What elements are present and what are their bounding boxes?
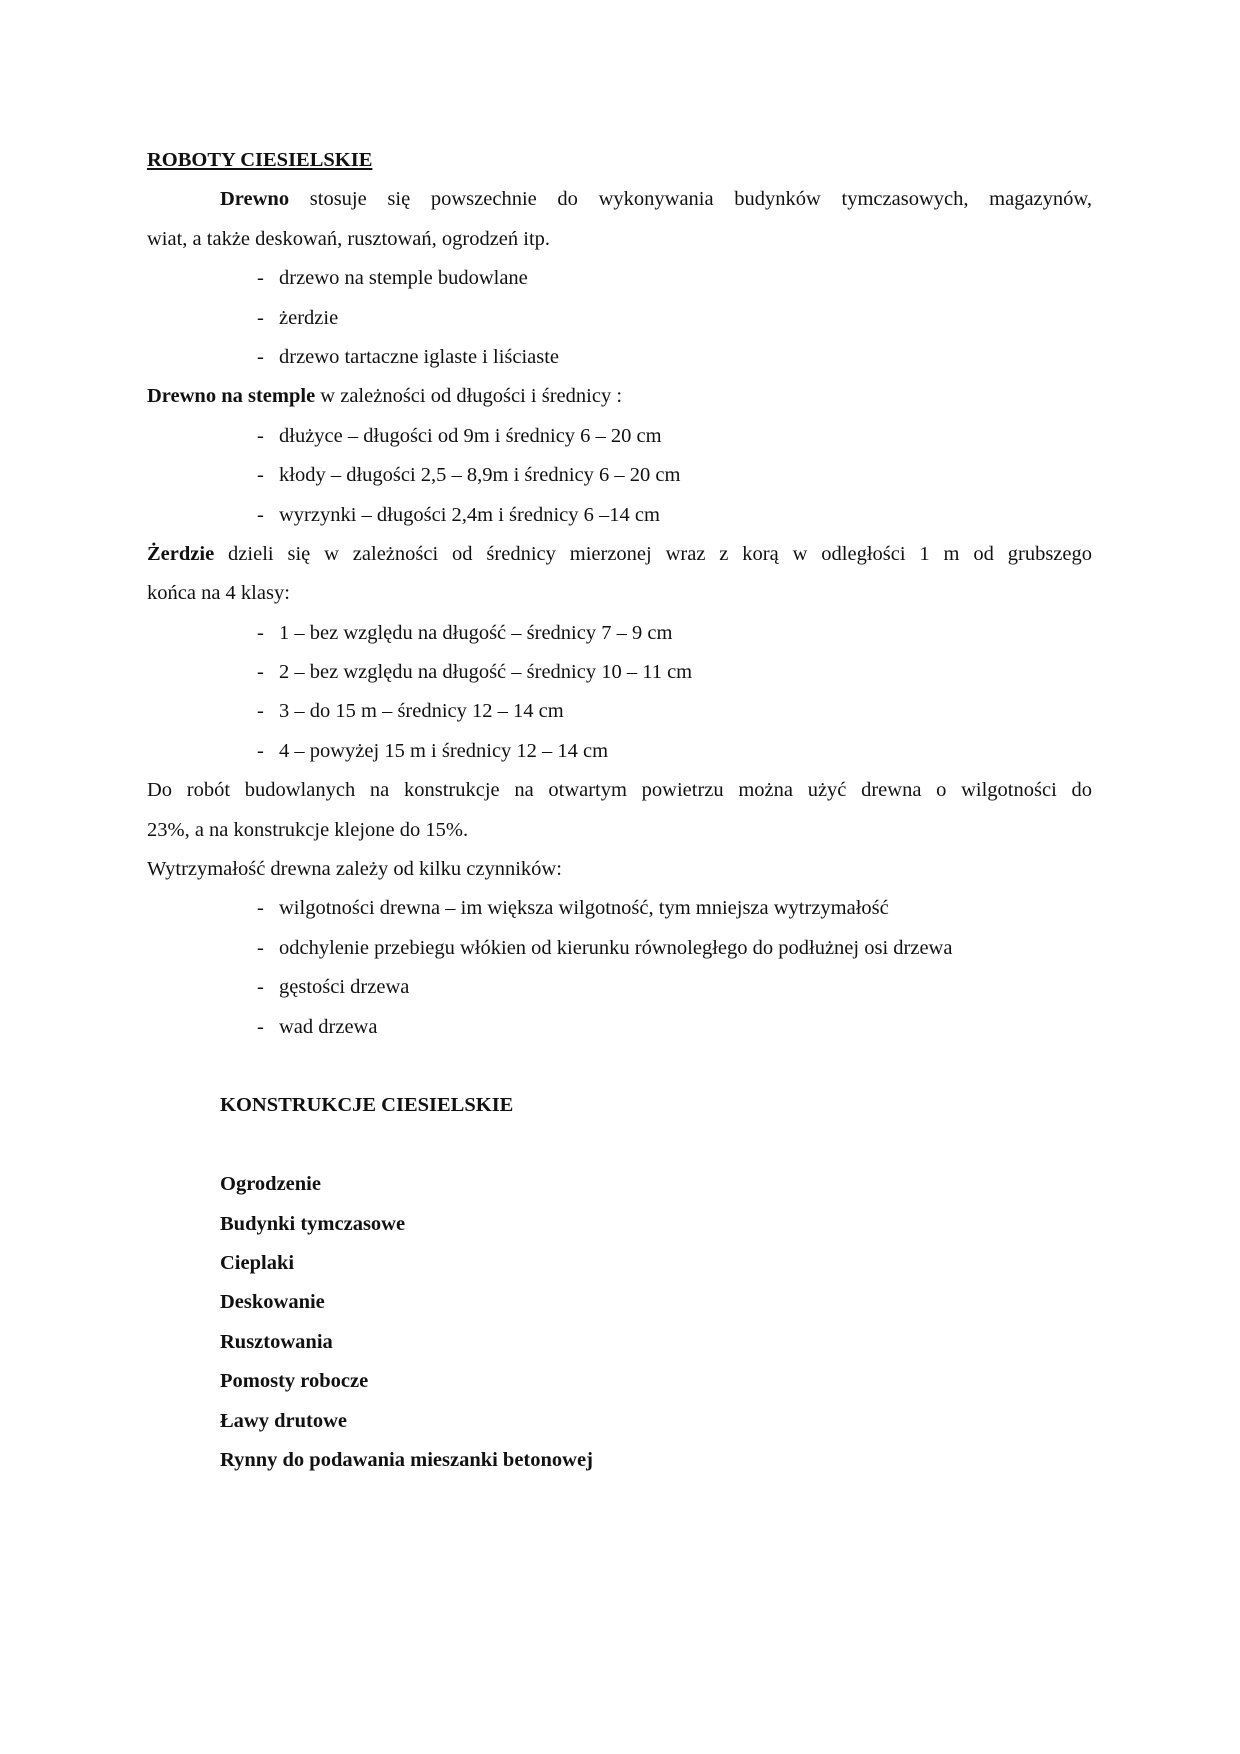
bullet-dash: - <box>257 700 264 723</box>
bullet-dash: - <box>257 1015 264 1038</box>
list-item <box>147 259 1092 298</box>
list-item-text: wad drzewa <box>279 1015 378 1038</box>
zerdzie-text: dzieli się w zależności od średnicy mierzonej wraz z korą w odległości 1 m od grubszego <box>214 542 1092 565</box>
intro-text: stosuje się powszechnie do wykonywania budynków tymczasowych, magazynów, <box>289 188 1092 211</box>
bullet-dash: - <box>257 739 264 762</box>
bullet-dash: - <box>257 503 264 526</box>
list-item-text: dłużyce – długości od 9m i średnicy 6 – 20 cm <box>279 424 662 447</box>
bullet-dash: - <box>257 464 264 487</box>
list-item <box>147 496 1092 535</box>
list-item-text: 4 – powyżej 15 m i średnicy 12 – 14 cm <box>279 739 609 762</box>
moisture-line-2: 23%, a na konstrukcje klejone do 15%. <box>147 818 469 841</box>
section-title: ROBOTY CIESIELSKIE <box>147 149 373 171</box>
section2-title: KONSTRUKCJE CIESIELSKIE <box>220 1094 514 1117</box>
list-item <box>147 338 1092 377</box>
list-item-text: 1 – bez względu na długość – średnicy 7 – 9 cm <box>279 621 673 644</box>
strength-text: Wytrzymałość drewna zależy od kilku czynników: <box>147 858 562 881</box>
bullet-dash: - <box>257 621 264 644</box>
list-item <box>147 653 1092 692</box>
construction-item: Rusztowania <box>220 1330 333 1353</box>
list-item <box>147 889 1092 928</box>
construction-item: Ławy drutowe <box>220 1409 347 1432</box>
stemple-bold: Drewno na stemple <box>147 385 316 408</box>
bullet-dash: - <box>257 897 264 920</box>
stemple-heading <box>147 377 1092 416</box>
list-item <box>147 929 1092 968</box>
list-item-text: drzewo tartaczne iglaste i liściaste <box>279 345 560 368</box>
list-item-text: 3 – do 15 m – średnicy 12 – 14 cm <box>279 700 564 723</box>
stemple-text: w zależności od długości i średnicy : <box>315 385 623 408</box>
construction-item: Deskowanie <box>220 1291 325 1314</box>
list-item-text: wyrzynki – długości 2,4m i średnicy 6 –14 cm <box>279 503 660 526</box>
zerdzie-line-1 <box>147 535 1092 574</box>
zerdzie-bold: Żerdzie <box>147 542 215 565</box>
construction-item: Budynki tymczasowe <box>220 1212 406 1235</box>
list-item <box>147 614 1092 653</box>
list-item <box>147 1008 1092 1047</box>
bullet-dash: - <box>257 267 264 290</box>
document-content <box>147 141 1092 1480</box>
intro-line-1 <box>147 180 1092 219</box>
list-item-text: kłody – długości 2,5 – 8,9m i średnicy 6 – 20 cm <box>279 464 681 487</box>
list-item <box>147 299 1092 338</box>
construction-item: Ogrodzenie <box>220 1173 321 1196</box>
list-item-text: drzewo na stemple budowlane <box>279 267 528 290</box>
list-item <box>147 456 1092 495</box>
bullet-dash: - <box>257 661 264 684</box>
list-item <box>147 732 1092 771</box>
list-item <box>147 692 1092 731</box>
bullet-dash: - <box>257 976 264 999</box>
intro-line-2: wiat, a także deskowań, rusztowań, ogrodzeń itp. <box>147 227 551 250</box>
construction-item: Cieplaki <box>220 1251 295 1274</box>
list-item-text: żerdzie <box>279 306 339 329</box>
bullet-dash: - <box>257 345 264 368</box>
construction-item: Rynny do podawania mieszanki betonowej <box>220 1448 593 1471</box>
bullet-dash: - <box>257 424 264 447</box>
list-item <box>147 417 1092 456</box>
list-item-text: odchylenie przebiegu włókien od kierunku równoległego do podłużnej osi drzewa <box>279 936 953 959</box>
list-item-text: gęstości drzewa <box>279 976 410 999</box>
intro-bold: Drewno <box>220 188 290 211</box>
list-item <box>147 968 1092 1007</box>
spacer <box>147 1126 1092 1165</box>
list-item-text: 2 – bez względu na długość – średnicy 10 – 11 cm <box>279 661 693 684</box>
moisture-line-1: Do robót budowlanych na konstrukcje na otwartym powietrzu można użyć drewna o wilgotności do <box>147 779 1092 802</box>
bullet-dash: - <box>257 936 264 959</box>
construction-item: Pomosty robocze <box>220 1370 369 1393</box>
zerdzie-line-2: końca na 4 klasy: <box>147 582 290 605</box>
spacer <box>147 1047 1092 1086</box>
bullet-dash: - <box>257 306 264 329</box>
list-item-text: wilgotności drewna – im większa wilgotność, tym mniejsza wytrzymałość <box>279 897 889 920</box>
